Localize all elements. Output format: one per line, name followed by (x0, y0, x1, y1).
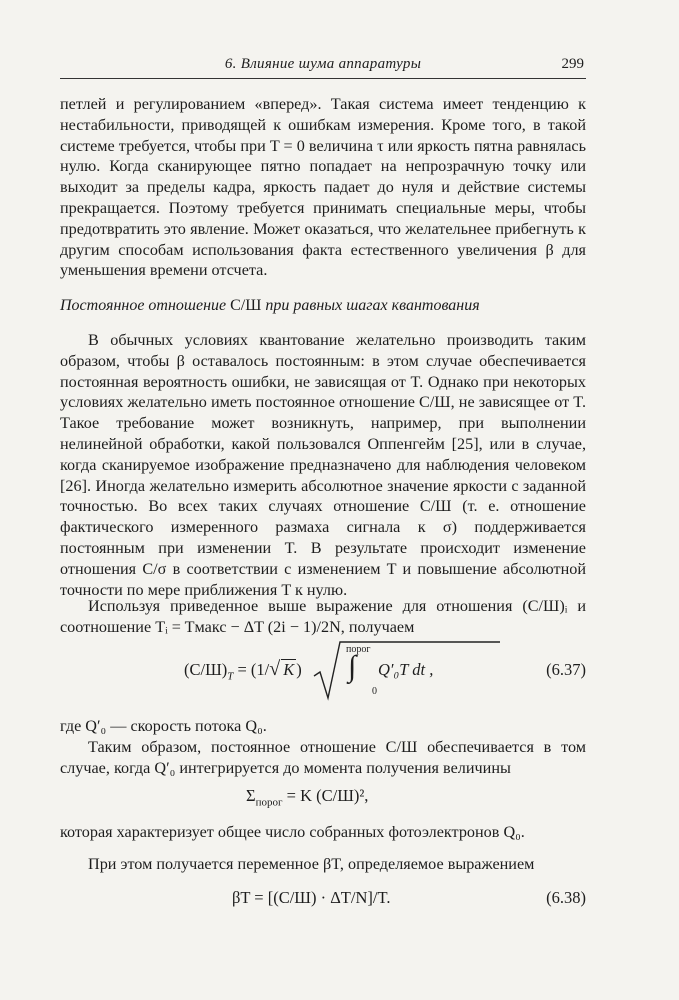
equation-6-37 (60, 640, 586, 700)
paragraph-6-block (60, 822, 586, 843)
eq1-lhs-sub: T (227, 670, 234, 683)
paragraph-5: Таким образом, постоянное отношение С/Ш обеспечивается в том случае, когда Q′₀ интегрируется до момента получения величины (60, 738, 586, 777)
paragraph-2-block (60, 330, 586, 600)
paragraph-1: петлей и регулированием «вперед». Такая система имеет тенденцию к нестабильности, приводящей к ошибкам измерения. Кроме того, в такой системе требуется, чтобы при T = 0 величина τ или яркость пятна равнялась нулю. Когда сканирующее пятно попадает на непрозрачную точку или выходит за пределы кадра, яркость падает до нуля и действие системы прекращается. Поэтому требуется принимать специальные меры, чтобы предотвратить это явление. Может оказаться, что желательнее прибегнуть к другим способам использования факта естественного увеличения β для уменьшения времени отсчета. (60, 95, 586, 280)
eq2-sub: порог (255, 796, 283, 809)
sqrt-sign-icon: √ (269, 658, 281, 680)
eq2-rhs: = K (С/Ш)², (282, 786, 369, 805)
running-header-title: 6. Влияние шума аппаратуры (224, 56, 422, 72)
equation-6-38 (60, 888, 586, 912)
eq1-int-upper: порог (346, 644, 371, 655)
eq1-close: ) (296, 660, 302, 679)
eq1-eqs: = (1/ (233, 660, 270, 679)
section-heading-pre: Постоянное отношение (60, 297, 227, 314)
eq1-int-lower: 0 (372, 686, 377, 697)
eq2-sigma: Σ (246, 786, 256, 805)
integral-sign-icon: ∫ (348, 650, 357, 683)
eq1-sqrt-k: K (283, 660, 295, 679)
paragraph-7: При этом получается переменное βT, определяемое выражением (88, 855, 535, 873)
paragraph-3-block (60, 596, 586, 638)
eq1-integrand: Q′₀T dt , (378, 660, 434, 679)
paragraph-6: которая характеризует общее число собранных фотоэлектронов Q₀. (60, 823, 525, 841)
paragraph-5-block (60, 737, 586, 779)
paragraph-2: В обычных условиях квантование желательно производить таким образом, чтобы β оставалось постоянным: в этом случае обеспечивается постоянная вероятность ошибки, не зависящая от T. Однако при некоторых условиях желательно иметь постоянное отношение С/Ш, не зависящее от T. Такое требование может возникнуть, например, при выполнении нелинейной обработки, какой пользовался Оппенгейм [25], или в случае, когда сканируемое изображение предназначено для наблюдения человеком [26]. Иногда желательно измерить абсолютное значение яркости с заданной точностью. Во всех таких случаях отношение С/Ш (т. е. отношение фактического измеренного размаха сигнала к σ) поддерживается постоянным при изменении T. В результате происходит изменение отношения С/σ в соответствии с изменением T и повышение абсолютной точности по мере приближения T к нулю. (60, 331, 586, 599)
eq1-number: (6.37) (546, 660, 586, 679)
eq3-number: (6.38) (546, 888, 586, 907)
section-heading (60, 297, 586, 315)
paragraph-3: Используя приведенное выше выражение для отношения (С/Ш)ᵢ и соотношение Tᵢ = Tмакс − ΔT (2i − 1)/2N, получаем (60, 597, 586, 636)
paragraph-1-block (60, 94, 586, 281)
running-header (60, 54, 586, 79)
paragraph-4: где Q′₀ — скорость потока Q₀. (60, 717, 267, 735)
paragraph-4-block (60, 716, 586, 737)
paragraph-7-block (60, 854, 586, 875)
eq1-lhs: (С/Ш) (184, 660, 228, 679)
page-number: 299 (561, 56, 584, 72)
eq3-text: βT = [(С/Ш) · ΔT/N]/T. (232, 888, 391, 907)
section-heading-abbrev: С/Ш (230, 297, 262, 314)
section-heading-post: при равных шагах квантования (265, 297, 480, 314)
equation-sigma (60, 786, 586, 810)
